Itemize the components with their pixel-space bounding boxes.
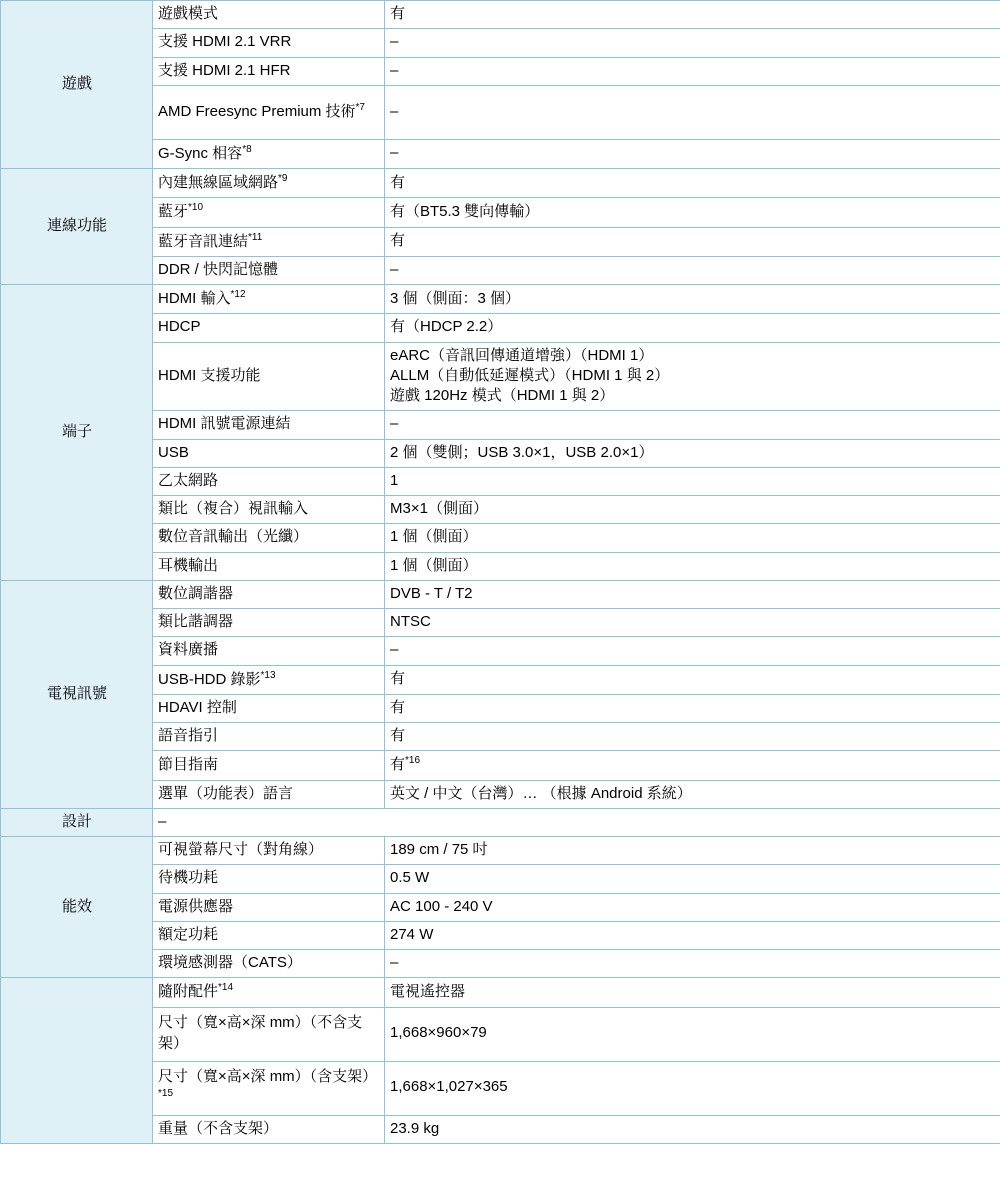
spec-item-label bbox=[153, 865, 385, 893]
spec-item-label bbox=[153, 1007, 385, 1061]
spec-value bbox=[385, 609, 1000, 637]
spec-value-line: 遊戲 120Hz 模式（HDMI 1 與 2） bbox=[390, 387, 615, 404]
spec-item-label bbox=[153, 637, 385, 665]
spec-value-text: 有 bbox=[390, 698, 406, 716]
spec-value bbox=[385, 29, 1000, 57]
spec-value-text: 1,668×960×79 bbox=[390, 1024, 487, 1042]
spec-item-text: 環境感測器（CATS） bbox=[158, 954, 302, 971]
spec-item-label bbox=[153, 57, 385, 85]
spec-item-text: HDMI 輸入 bbox=[158, 290, 231, 307]
spec-item-label bbox=[153, 285, 385, 314]
spec-value bbox=[385, 227, 1000, 256]
spec-item-label bbox=[153, 694, 385, 722]
spec-value-text: 有 bbox=[390, 670, 406, 687]
footnote-marker: *14 bbox=[218, 982, 234, 994]
category-label: 遊戲 bbox=[1, 1, 153, 169]
spec-value bbox=[385, 1061, 1000, 1115]
footnote-marker: *16 bbox=[405, 755, 421, 767]
spec-value-text: – bbox=[390, 33, 399, 51]
spec-value-text: 有 bbox=[390, 756, 406, 774]
spec-item-text: HDAVI 控制 bbox=[158, 698, 237, 716]
spec-item-text: 資料廣播 bbox=[158, 641, 219, 659]
spec-item-label bbox=[153, 85, 385, 139]
spec-value-text: 1 個（側面） bbox=[390, 556, 478, 574]
footnote-marker: *13 bbox=[260, 669, 276, 681]
spec-value bbox=[385, 694, 1000, 722]
table-row bbox=[1, 169, 1000, 198]
spec-item-label bbox=[153, 314, 385, 342]
spec-item-label bbox=[153, 496, 385, 524]
spec-item-text: DDR / 快閃記憶體 bbox=[158, 260, 279, 278]
spec-value bbox=[385, 637, 1000, 665]
spec-value-text: 0.5 W bbox=[390, 869, 430, 887]
spec-value-text: 有 bbox=[390, 232, 406, 249]
spec-value-text: 1 個（側面） bbox=[390, 528, 478, 546]
spec-item-label bbox=[153, 256, 385, 284]
spec-item-text: 數位音訊輸出（光纖） bbox=[158, 528, 309, 546]
spec-value bbox=[385, 665, 1000, 694]
footnote-marker: *8 bbox=[242, 143, 252, 155]
spec-value-text: 189 cm / 75 吋 bbox=[390, 841, 488, 858]
category-label: 電視訊號 bbox=[1, 580, 153, 808]
spec-item-text: 乙太網路 bbox=[158, 471, 219, 489]
spec-value-text: – bbox=[390, 61, 399, 79]
spec-item-text: 類比諧調器 bbox=[158, 613, 234, 630]
spec-value-text: DVB - T / T2 bbox=[390, 584, 473, 602]
category-label: 連線功能 bbox=[1, 169, 153, 285]
spec-item-text: 類比（複合）視訊輸入 bbox=[158, 500, 309, 517]
spec-item-text: 電源供應器 bbox=[158, 897, 234, 915]
spec-item-label bbox=[153, 609, 385, 637]
spec-item-label bbox=[153, 1, 385, 29]
category-label: 端子 bbox=[1, 285, 153, 581]
spec-item-label bbox=[153, 342, 385, 411]
spec-value bbox=[385, 865, 1000, 893]
footnote-marker: *11 bbox=[248, 231, 263, 243]
spec-item-label bbox=[153, 921, 385, 949]
spec-item-label bbox=[153, 411, 385, 439]
spec-item-text: USB-HDD 錄影 bbox=[158, 670, 261, 688]
spec-item-label bbox=[153, 1115, 385, 1143]
footnote-marker: *10 bbox=[188, 202, 204, 214]
spec-item-label bbox=[153, 227, 385, 256]
spec-value-text: 有（BT5.3 雙向傳輸） bbox=[390, 202, 540, 220]
category-label: 能效 bbox=[1, 837, 153, 978]
spec-item-text: 藍牙音訊連結 bbox=[158, 232, 249, 250]
spec-item-label bbox=[153, 837, 385, 865]
footnote-marker: *9 bbox=[278, 173, 288, 184]
spec-item-label bbox=[153, 467, 385, 495]
spec-item-text: 尺寸（寬×高×深 mm）（不含支架） bbox=[158, 1014, 363, 1052]
spec-item-label bbox=[153, 198, 385, 227]
spec-item-label bbox=[153, 552, 385, 580]
table-row bbox=[1, 978, 1000, 1007]
spec-item-label bbox=[153, 893, 385, 921]
spec-item-label bbox=[153, 139, 385, 168]
spec-item-text: USB bbox=[158, 443, 189, 461]
spec-value-text: – bbox=[390, 954, 399, 971]
table-row bbox=[1, 580, 1000, 608]
spec-value bbox=[385, 256, 1000, 284]
spec-value-text: 有（HDCP 2.2） bbox=[390, 318, 503, 336]
spec-item-text: 可視螢幕尺寸（對角線） bbox=[158, 841, 324, 858]
spec-value bbox=[385, 496, 1000, 524]
spec-value-text: – bbox=[390, 260, 399, 278]
specifications-table-body bbox=[1, 1, 1000, 1144]
spec-value bbox=[385, 1115, 1000, 1143]
spec-value-line: eARC（音訊回傳通道增強）（HDMI 1） bbox=[390, 346, 654, 364]
spec-value-line: ALLM（自動低延遲模式）（HDMI 1 與 2） bbox=[390, 366, 670, 384]
spec-value-text: 1,668×1,027×365 bbox=[390, 1078, 508, 1096]
spec-value bbox=[385, 552, 1000, 580]
spec-value bbox=[385, 285, 1000, 314]
spec-value-text: 英文 / 中文（台灣）… （根據 Android 系統） bbox=[390, 784, 692, 802]
spec-item-text: 語音指引 bbox=[158, 727, 219, 744]
spec-value-text: – bbox=[390, 641, 399, 659]
spec-item-label bbox=[153, 665, 385, 694]
spec-value bbox=[385, 893, 1000, 921]
spec-item-label bbox=[153, 751, 385, 780]
spec-value bbox=[385, 580, 1000, 608]
spec-item-label bbox=[153, 978, 385, 1007]
spec-item-text: HDMI 訊號電源連結 bbox=[158, 415, 291, 433]
table-row bbox=[1, 285, 1000, 314]
spec-value-text: 274 W bbox=[390, 925, 434, 943]
spec-item-text: AMD Freesync Premium 技術 bbox=[158, 103, 356, 121]
spec-value bbox=[385, 139, 1000, 168]
spec-item-text: 重量（不含支架） bbox=[158, 1119, 279, 1137]
spec-item-text: 耳機輸出 bbox=[158, 556, 219, 574]
spec-value-text: M3×1（側面） bbox=[390, 500, 488, 517]
spec-item-label bbox=[153, 950, 385, 978]
footnote-marker: *15 bbox=[158, 1088, 174, 1099]
spec-value bbox=[385, 1007, 1000, 1061]
table-row bbox=[1, 1, 1000, 29]
spec-value-text: 有 bbox=[390, 173, 406, 191]
spec-value-text: – bbox=[390, 144, 399, 162]
footnote-marker: *12 bbox=[230, 289, 246, 300]
spec-item-label bbox=[153, 1061, 385, 1115]
spec-item-text: HDCP bbox=[158, 318, 201, 336]
spec-item-text: 支援 HDMI 2.1 VRR bbox=[158, 33, 292, 51]
spec-item-label bbox=[153, 439, 385, 467]
spec-item-text: 支援 HDMI 2.1 HFR bbox=[158, 61, 291, 79]
spec-item-text: 選單（功能表）語言 bbox=[158, 784, 294, 802]
spec-item-text: 額定功耗 bbox=[158, 925, 219, 943]
spec-value bbox=[385, 978, 1000, 1007]
spec-value bbox=[385, 1, 1000, 29]
spec-item-text: 數位調諧器 bbox=[158, 584, 234, 602]
spec-value bbox=[385, 524, 1000, 552]
spec-item-label bbox=[153, 169, 385, 198]
spec-value: – bbox=[153, 808, 1000, 836]
spec-value bbox=[385, 467, 1000, 495]
spec-value-text: 電視遙控器 bbox=[390, 982, 466, 1000]
spec-item-text: 內建無線區域網路 bbox=[158, 174, 279, 191]
spec-value-text: NTSC bbox=[390, 613, 431, 630]
spec-value-text: 23.9 kg bbox=[390, 1119, 440, 1137]
spec-value bbox=[385, 198, 1000, 227]
spec-value bbox=[385, 439, 1000, 467]
spec-value bbox=[385, 780, 1000, 808]
spec-item-label bbox=[153, 780, 385, 808]
spec-value-text: 2 個（雙側；USB 3.0×1，USB 2.0×1） bbox=[390, 443, 654, 461]
spec-item-text: G-Sync 相容 bbox=[158, 144, 243, 162]
spec-item-label bbox=[153, 524, 385, 552]
table-row bbox=[1, 808, 1000, 836]
spec-item-label bbox=[153, 29, 385, 57]
spec-item-text: 隨附配件 bbox=[158, 983, 219, 1001]
spec-value-text: 有 bbox=[390, 5, 406, 22]
spec-value bbox=[385, 85, 1000, 139]
spec-value bbox=[385, 342, 1000, 411]
spec-value bbox=[385, 169, 1000, 198]
footnote-marker: *7 bbox=[355, 102, 365, 114]
spec-item-text: 藍牙 bbox=[158, 203, 189, 221]
table-row bbox=[1, 837, 1000, 865]
spec-value bbox=[385, 837, 1000, 865]
category-label: 設計 bbox=[1, 808, 153, 836]
spec-value bbox=[385, 921, 1000, 949]
spec-item-text: HDMI 支援功能 bbox=[158, 366, 261, 384]
spec-value-text: AC 100 - 240 V bbox=[390, 897, 493, 915]
spec-value-text: 3 個（側面：3 個） bbox=[390, 289, 521, 307]
spec-item-label bbox=[153, 580, 385, 608]
spec-item-text: 遊戲模式 bbox=[158, 5, 219, 22]
spec-value-text: 有 bbox=[390, 727, 406, 744]
spec-value-text: – bbox=[390, 415, 399, 433]
spec-value bbox=[385, 314, 1000, 342]
spec-value-text: 1 bbox=[390, 471, 399, 489]
spec-value bbox=[385, 751, 1000, 780]
spec-item-text: 待機功耗 bbox=[158, 869, 219, 887]
spec-value bbox=[385, 411, 1000, 439]
spec-value bbox=[385, 57, 1000, 85]
category-label bbox=[1, 978, 153, 1144]
spec-item-text: 節目指南 bbox=[158, 755, 219, 773]
spec-item-label bbox=[153, 723, 385, 751]
spec-item-text: 尺寸（寬×高×深 mm）（含支架） bbox=[158, 1067, 378, 1085]
spec-value-text: – bbox=[390, 102, 399, 120]
spec-value bbox=[385, 723, 1000, 751]
spec-value bbox=[385, 950, 1000, 978]
